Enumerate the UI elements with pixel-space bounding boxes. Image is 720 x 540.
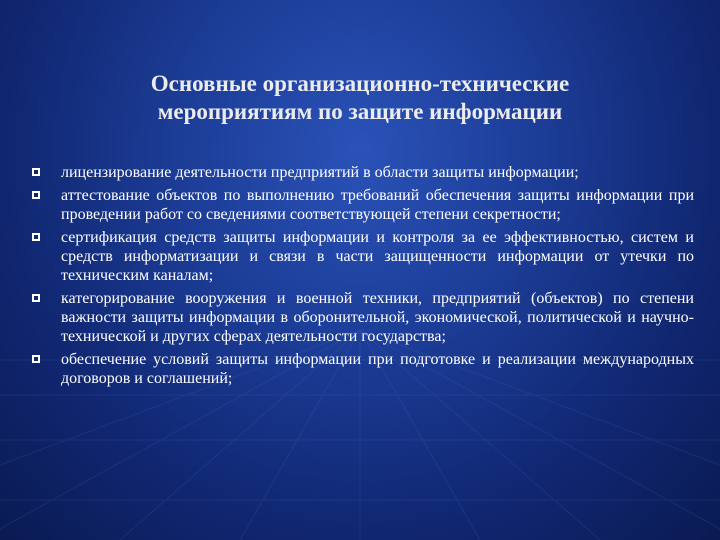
bullet-item-certification xyxy=(30,228,694,285)
title-line-2: мероприятиям по защите информации xyxy=(157,99,563,124)
bullet-text: обеспечение условий защиты информации при подготовке и реализации международных договоров и соглашений; xyxy=(61,351,694,387)
title-line-1: Основные организационно-технические xyxy=(150,71,570,96)
bullet-item-categorization xyxy=(30,289,694,346)
slide-title xyxy=(60,70,660,126)
bullet-list xyxy=(30,163,694,392)
bullet-item-licensing xyxy=(30,163,694,182)
square-bullet-icon xyxy=(32,233,40,241)
bullet-text: сертификация средств защиты информации и контроля за ее эффективностью, систем и средств информатизации и связи в части защищенности информации от утечки по техническим каналам; xyxy=(61,229,694,284)
square-bullet-icon xyxy=(32,355,40,363)
bullet-text: лицензирование деятельности предприятий в области защиты информации; xyxy=(61,164,579,181)
square-bullet-icon xyxy=(32,294,40,302)
bullet-item-treaties xyxy=(30,350,694,388)
bullet-item-attestation xyxy=(30,186,694,224)
square-bullet-icon xyxy=(32,191,40,199)
square-bullet-icon xyxy=(32,168,40,176)
bullet-text: аттестование объектов по выполнению требований обеспечения защиты информации при проведении работ со сведениями соответствующей степени секретности; xyxy=(61,187,694,223)
bullet-text: категорирование вооружения и военной техники, предприятий (объектов) по степени важности защиты информации в оборонительной, экономической, политической и научно-технической и других сферах деятельности государства; xyxy=(61,290,694,345)
